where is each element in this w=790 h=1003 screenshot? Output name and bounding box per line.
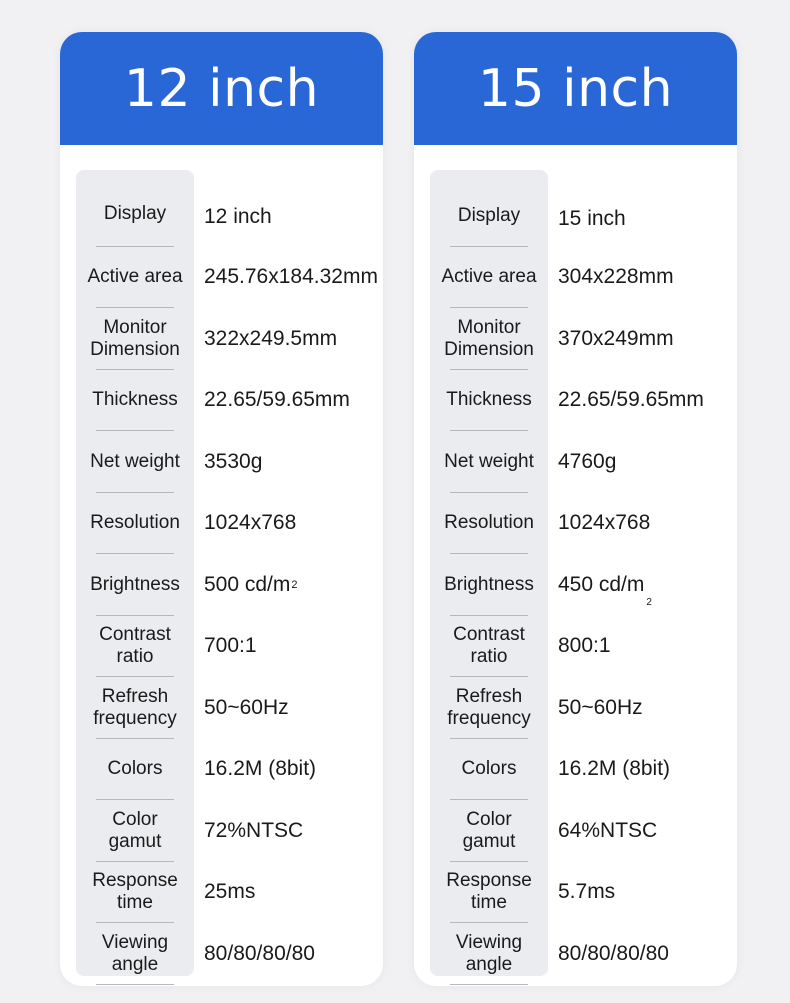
spec-value: 80/80/80/80 (558, 941, 669, 965)
spec-value: 245.76x184.32mm (204, 265, 378, 289)
spec-value: 22.65/59.65mm (204, 388, 350, 412)
spec-label: Refresh frequency (76, 677, 194, 739)
spec-row-resolution (430, 493, 737, 555)
spec-value: 25ms (204, 880, 256, 904)
spec-value: 322x249.5mm (204, 326, 338, 350)
spec-label: Response time (430, 862, 548, 924)
spec-value: 5.7ms (558, 880, 616, 904)
spec-value: 16.2M (8bit) (204, 757, 317, 781)
spec-label: Resolution (430, 493, 548, 555)
subscript-2: 2 (646, 597, 652, 609)
spec-label: Monitor Dimension (76, 308, 194, 370)
spec-row-refresh-frequency (76, 677, 383, 739)
spec-row-refresh-frequency (430, 677, 737, 739)
spec-value: 700:1 (204, 634, 257, 658)
spec-label: Thickness (430, 370, 548, 432)
spec-table (76, 185, 383, 985)
brightness-value: 500 cd/m (204, 572, 291, 596)
spec-value: 4760g (558, 449, 617, 473)
card-header (414, 32, 737, 145)
spec-value: 1024x768 (204, 511, 297, 535)
spec-row-contrast-ratio (76, 616, 383, 678)
spec-row-display (430, 185, 737, 247)
spec-value: 16.2M (8bit) (558, 757, 671, 781)
spec-row-active-area (76, 247, 383, 309)
spec-row-response-time (430, 862, 737, 924)
spec-label: Brightness (76, 554, 194, 616)
card-title: 12 inch (123, 58, 320, 119)
spec-row-viewing-angle (430, 923, 737, 985)
spec-value: 370x249mm (558, 326, 674, 350)
spec-value: 15 inch (558, 207, 626, 230)
spec-value: 80/80/80/80 (204, 941, 315, 965)
spec-row-thickness (76, 370, 383, 432)
spec-row-monitor-dimension (430, 308, 737, 370)
spec-label: Viewing angle (430, 923, 548, 985)
spec-label: Refresh frequency (430, 677, 548, 739)
spec-row-colors (76, 739, 383, 801)
spec-value: 1024x768 (558, 511, 651, 535)
spec-label: Net weight (76, 431, 194, 493)
spec-value: 50~60Hz (204, 695, 289, 719)
spec-row-color-gamut (430, 800, 737, 862)
spec-card-15-inch (414, 32, 737, 986)
spec-label: Color gamut (76, 800, 194, 862)
spec-value: 800:1 (558, 634, 611, 658)
card-title: 15 inch (477, 58, 674, 119)
spec-row-net-weight (76, 431, 383, 493)
spec-value: 22.65/59.65mm (558, 388, 704, 412)
spec-label: Brightness (430, 554, 548, 616)
spec-label: Contrast ratio (76, 616, 194, 678)
spec-row-viewing-angle (76, 923, 383, 985)
spec-label: Active area (430, 247, 548, 309)
spec-row-response-time (76, 862, 383, 924)
spec-label: Display (430, 185, 548, 247)
spec-label: Colors (76, 739, 194, 801)
spec-value: 64%NTSC (558, 818, 658, 842)
spec-row-resolution (76, 493, 383, 555)
spec-value: 3530g (204, 449, 263, 473)
spec-label: Contrast ratio (430, 616, 548, 678)
spec-row-monitor-dimension (76, 308, 383, 370)
spec-row-display (76, 185, 383, 247)
spec-row-net-weight (430, 431, 737, 493)
spec-value: 12 inch (204, 205, 272, 228)
brightness-value: 450 cd/m (558, 572, 645, 596)
spec-label: Response time (76, 862, 194, 924)
spec-label: Display (76, 185, 194, 247)
spec-value (204, 554, 383, 616)
spec-row-color-gamut (76, 800, 383, 862)
spec-label: Monitor Dimension (430, 308, 548, 370)
spec-label: Thickness (76, 370, 194, 432)
spec-row-brightness (76, 554, 383, 616)
spec-row-brightness (430, 554, 737, 616)
superscript-2: 2 (291, 578, 298, 591)
spec-label: Color gamut (430, 800, 548, 862)
spec-label: Net weight (430, 431, 548, 493)
spec-row-contrast-ratio (430, 616, 737, 678)
spec-label: Viewing angle (76, 923, 194, 985)
card-header (60, 32, 383, 145)
spec-value: 50~60Hz (558, 695, 643, 719)
spec-value (558, 554, 737, 616)
spec-row-active-area (430, 247, 737, 309)
spec-value: 304x228mm (558, 265, 674, 289)
spec-value: 72%NTSC (204, 818, 304, 842)
spec-label: Resolution (76, 493, 194, 555)
spec-table (430, 185, 737, 985)
spec-card-12-inch (60, 32, 383, 986)
spec-row-colors (430, 739, 737, 801)
spec-label: Active area (76, 247, 194, 309)
spec-row-thickness (430, 370, 737, 432)
spec-label: Colors (430, 739, 548, 801)
